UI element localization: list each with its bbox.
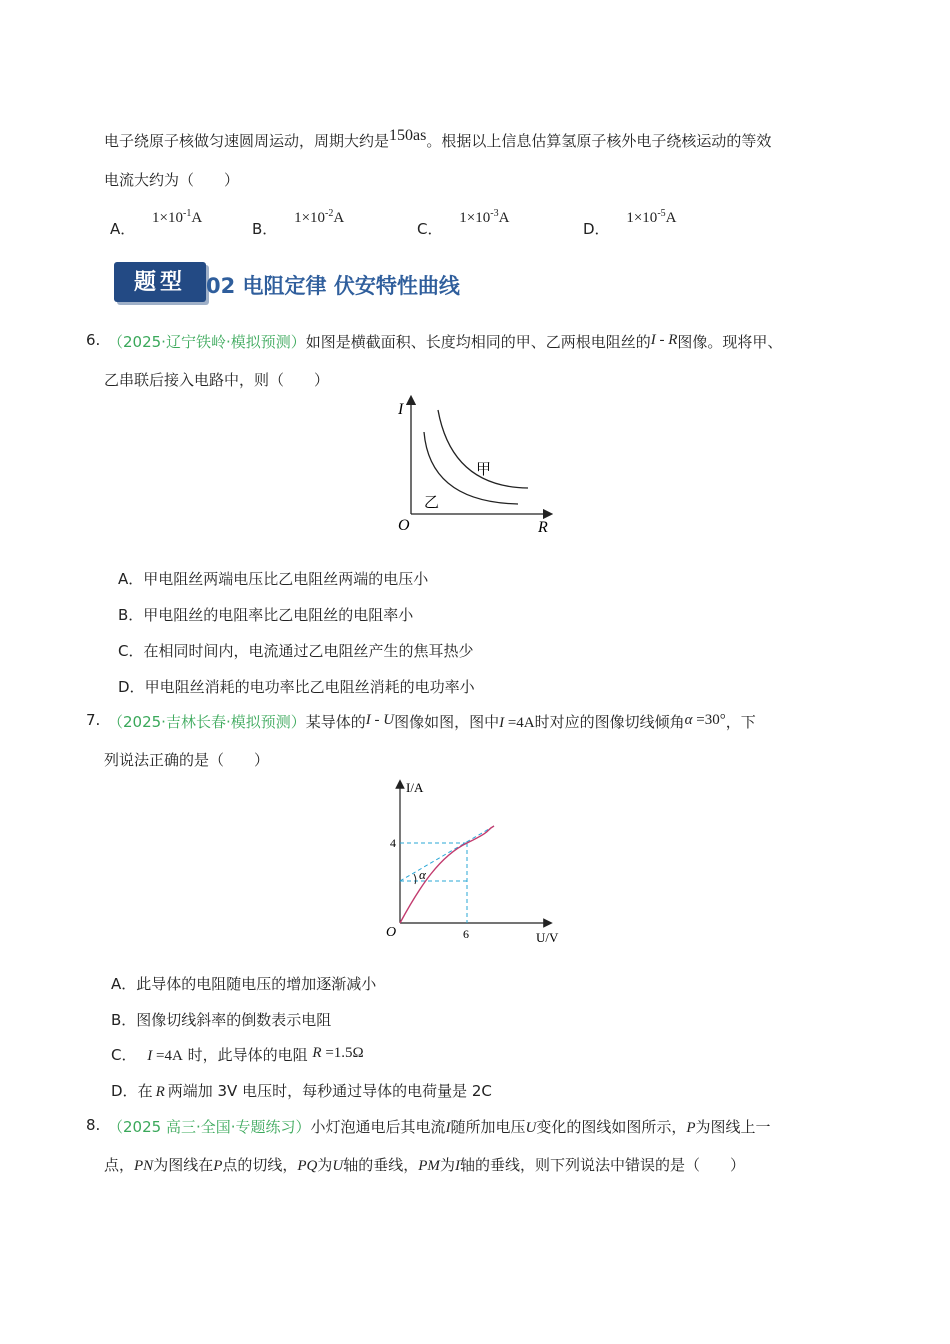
q6-x-label: R [538, 519, 548, 536]
q7-number: 7. [86, 711, 101, 729]
q5-option-d[interactable]: D． $1\times 10^{-5}A$ [583, 208, 677, 238]
q7-origin-label: O [386, 925, 397, 940]
q7-option-c[interactable]: C． I =4A 时，此导体的电阻 R =1.5Ω [111, 1045, 364, 1064]
q7-y-label: I/A [406, 780, 424, 795]
q6-origin-label: O [398, 517, 410, 534]
q5-option-c[interactable]: C． $1\times 10^{-3}A$ [417, 208, 510, 238]
q7-stem-line2: 列说法正确的是（ ） [104, 751, 270, 769]
q6-option-a[interactable]: A．甲电阻丝两端电压比乙电阻丝两端的电压小 [118, 570, 429, 588]
q7-x-tick: 6 [463, 927, 469, 941]
q8-stem-line1: （2025 高三·全国·专题练习）小灯泡通电后其电流I随所加电压U变化的图线如图所示，P为图线上一 [108, 1118, 771, 1136]
q6-curve-yi [424, 432, 518, 504]
q7-option-d[interactable]: D．在 R 两端加 3V 电压时，每秒通过导体的电荷量是 2C [111, 1082, 492, 1100]
q5-period: 150as [389, 127, 427, 144]
q6-stem-line2: 乙串联后接入电路中，则（ ） [104, 371, 330, 389]
q6-option-c[interactable]: C．在相同时间内，电流通过乙电阻丝产生的焦耳热少 [118, 642, 474, 660]
q7-x-label: U/V [536, 930, 559, 945]
section-badge: 题型 [114, 262, 206, 302]
q7-angle-label: α [419, 867, 426, 882]
q6-option-b[interactable]: B．甲电阻丝的电阻率比乙电阻丝的电阻率小 [118, 606, 414, 624]
q7-stem-line1: （2025·吉林长春·模拟预测）某导体的I - U图像如图，图中I =4A时对应的图像切线倾角α =30°，下 [108, 712, 756, 731]
q6-source: （2025·辽宁铁岭·模拟预测） [108, 333, 306, 351]
q7-option-b[interactable]: B．图像切线斜率的倒数表示电阻 [111, 1011, 332, 1029]
q8-number: 8. [86, 1116, 101, 1134]
q7-tangent-line [400, 826, 494, 881]
q5-line1: 电子绕原子核做匀速圆周运动，周期大约是150as。根据以上信息估算氢原子核外电子绕核运动的等效 [104, 127, 772, 150]
q7-option-a[interactable]: A．此导体的电阻随电压的增加逐渐减小 [111, 975, 377, 993]
q6-number: 6. [86, 331, 101, 349]
q6-stem-line1: （2025·辽宁铁岭·模拟预测）如图是横截面积、长度均相同的甲、乙两根电阻丝的I - R图像。现将甲、 [108, 332, 783, 351]
q6-y-label: I [398, 401, 404, 418]
q7-source: （2025·吉林长春·模拟预测） [108, 713, 306, 731]
q7-figure [380, 776, 570, 946]
q5-option-b[interactable]: B． $1\times 10^{-2}A$ [252, 208, 345, 238]
q8-stem-line2: 点，PN为图线在P点的切线，PQ为U轴的垂线，PM为I轴的垂线，则下列说法中错误的是（ ） [104, 1156, 745, 1174]
q6-figure [380, 392, 560, 542]
q6-curve-jia-label: 甲 [476, 462, 492, 478]
q6-graph-name: I - R [650, 332, 678, 348]
q7-y-tick: 4 [390, 836, 396, 850]
q6-option-d[interactable]: D．甲电阻丝消耗的电功率比乙电阻丝消耗的电功率小 [118, 678, 475, 696]
q7-angle-arc [414, 874, 416, 884]
section-title: 02 电阻定律 伏安特性曲线 [206, 274, 460, 298]
q5-option-a[interactable]: A． $1\times 10^{-1}A$ [110, 208, 203, 238]
q5-line2: 电流大约为（ ） [104, 171, 240, 189]
q6-curve-yi-label: 乙 [424, 495, 440, 511]
q8-source: （2025 高三·全国·专题练习） [108, 1118, 311, 1136]
